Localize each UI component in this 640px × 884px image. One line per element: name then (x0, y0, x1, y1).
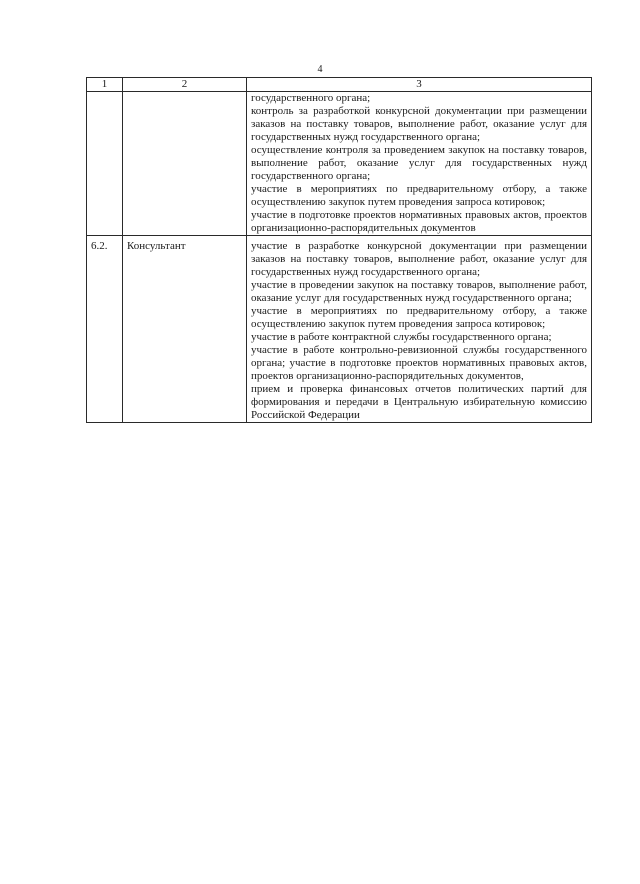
column-header-number: 1 (87, 78, 123, 92)
table-row (87, 92, 592, 236)
duty-item: участие в мероприятиях по предварительному отбору, а также осуществлению закупок путем проведения запроса котировок; (251, 183, 587, 208)
table-header-row (87, 78, 592, 92)
table-row (87, 236, 592, 423)
duty-item: контроль за разработкой конкурсной документации при размещении заказов на поставку товаров, выполнение работ, оказание услуг для государственных нужд государственного органа; (251, 105, 587, 143)
row-position (123, 92, 247, 236)
duty-item: прием и проверка финансовых отчетов политических партий для формирования и передачи в Центральную избирательную комиссию Российской Федерации (251, 383, 587, 421)
row-duties (247, 92, 592, 236)
row-position: Консультант (123, 236, 247, 423)
duty-item: осуществление контроля за проведением закупок на поставку товаров, выполнение работ, оказание услуг для государственных нужд государственного органа; (251, 144, 587, 182)
row-duties (247, 236, 592, 423)
duty-item: участие в проведении закупок на поставку товаров, выполнение работ, оказание услуг для государственных нужд государственного органа; (251, 279, 587, 304)
duty-item: участие в работе контрольно-ревизионной службы государственного органа; участие в подготовке проектов нормативных правовых актов, проектов организационно-распорядительных документов, (251, 344, 587, 382)
column-header-position: 2 (123, 78, 247, 92)
page-number: 4 (317, 64, 323, 75)
duty-item: участие в работе контрактной службы государственного органа; (251, 331, 552, 343)
duty-item: участие в мероприятиях по предварительному отбору, а также осуществлению закупок путем проведения запроса котировок; (251, 305, 587, 330)
column-header-duties: 3 (247, 78, 592, 92)
duty-item: государственного органа; (251, 92, 371, 104)
duties-table (86, 77, 592, 423)
duty-item: участие в подготовке проектов нормативных правовых актов, проектов организационно-распорядительных документов (251, 209, 587, 234)
row-number: 6.2. (87, 236, 123, 423)
row-number (87, 92, 123, 236)
duty-item: участие в разработке конкурсной документации при размещении заказов на поставку товаров, выполнение работ, оказание услуг для государственных нужд государственного органа; (251, 240, 587, 278)
